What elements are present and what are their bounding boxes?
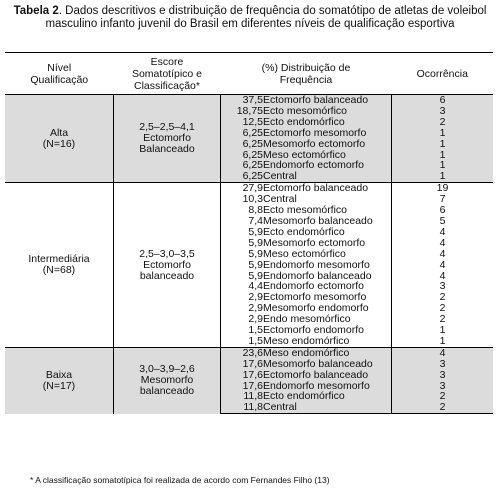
percent-cell: 5,9 xyxy=(248,269,263,282)
caption-text: . Dados descritivos e distribuição de frequência do somatótipo de atletas de voleibol masculino infanto juvenil do Brasil em diferentes níveis de qualificação esportiva xyxy=(45,5,487,30)
distribution-cell: Mesomorfo ectomorfo xyxy=(263,139,392,150)
somatotype-table xyxy=(5,52,493,414)
occurrence-cell: 3 xyxy=(439,280,446,293)
percent-cell: 11,8 xyxy=(221,391,264,402)
distribution-cell: Meso ectomórfico xyxy=(263,249,392,260)
table-label: Tabela 2 xyxy=(13,5,59,17)
distribution-cell: Endomorfo balanceado xyxy=(263,271,392,282)
occurrence-cell: 1 xyxy=(392,139,494,150)
group-baixa xyxy=(5,347,493,413)
occurrence-cell: 2 xyxy=(439,313,446,326)
distribution-cell: Central xyxy=(263,194,392,205)
occurrence-cell: 1 xyxy=(439,324,446,337)
distribution-cell: Meso endomórfico xyxy=(263,347,392,358)
percent-cell: 6,25 xyxy=(221,128,264,139)
distribution-cell: Mesomorfo ectomorfo xyxy=(263,238,392,249)
distribution-cell: Ectomorfo balanceado xyxy=(263,183,392,194)
distribution-cell: Mesomorfo balanceado xyxy=(263,216,392,227)
distribution-cell: Endo mesomórfico xyxy=(263,314,392,325)
percent-cell: 6,25 xyxy=(221,150,264,161)
distribution-cell: Endomorfo mesomorfo xyxy=(263,260,392,271)
percent-cell: 17,6 xyxy=(221,359,264,370)
distribution-cell: Central xyxy=(263,171,392,182)
percent-cell: 5,9 xyxy=(248,225,263,238)
level-cell: Alta (N=16) xyxy=(5,95,114,183)
occurrence-cell: 3 xyxy=(392,359,494,370)
percent-cell: 6,25 xyxy=(221,160,264,171)
occurrence-cell: 2 xyxy=(392,391,494,402)
header-row xyxy=(5,53,493,95)
occurrence-cell: 4 xyxy=(439,269,446,282)
distribution-cell: Ecto mesomórfico xyxy=(263,205,392,216)
occurrence-cell: 4 xyxy=(392,347,494,358)
distribution-cell: Ectomorfo balanceado xyxy=(263,95,392,106)
occurrence-cell: 3 xyxy=(392,381,494,392)
distribution-cell: Mesomorfo endomorfo xyxy=(263,303,392,314)
occurrence-cell: 4 xyxy=(439,225,446,238)
level-cell: Baixa (N=17) xyxy=(5,347,114,413)
percent-cell: 2,9 xyxy=(248,302,263,315)
header-distribuicao: (%) Distribuição de Frequência xyxy=(221,53,392,95)
level-cell: Intermediária (N=68) xyxy=(5,183,114,348)
header-escore: Escore Somatotípico e Classificação* xyxy=(114,53,221,95)
score-cell: 2,5–3,0–3,5 Ectomorfo balanceado xyxy=(114,183,221,348)
occurrence-cell: 2 xyxy=(392,117,494,128)
percent-cell: 23,6 xyxy=(221,347,264,358)
occurrence-cell: 5 xyxy=(439,214,446,227)
header-nivel: Nível Qualificação xyxy=(5,53,114,95)
group-intermediaria xyxy=(5,183,493,348)
occurrence-cell: 2 xyxy=(439,291,446,304)
distribution-cell: Ectomorfo mesomorfo xyxy=(263,292,392,303)
occurrence-cell: 1 xyxy=(392,128,494,139)
percent-cell: 2,9 xyxy=(248,291,263,304)
header-ocorrencia: Ocorrência xyxy=(392,53,494,95)
occurrence-cell: 4 xyxy=(439,258,446,271)
percent-cell: 6,25 xyxy=(221,139,264,150)
percent-cell: 11,8 xyxy=(221,402,264,413)
distribution-cell: Ectomorfo endomorfo xyxy=(263,325,392,336)
score-cell: 2,5–2,5–4,1 Ectomorfo Balanceado xyxy=(114,95,221,183)
occurrence-cell: 3 xyxy=(392,106,494,117)
distribution-cell: Central xyxy=(263,402,392,413)
table-caption xyxy=(4,5,496,31)
percent-cell: 17,6 xyxy=(221,370,264,381)
percent-cell: 7,4 xyxy=(248,214,263,227)
occurrence-cell: 7 xyxy=(439,193,446,206)
occurrence-cell: 4 xyxy=(439,247,446,260)
occurrence-cell: 1 xyxy=(392,160,494,171)
occurrence-cell: 3 xyxy=(392,370,494,381)
percent-cell: 37,5 xyxy=(221,95,264,106)
percent-cell: 5,9 xyxy=(248,258,263,271)
occurrence-cell: 4 xyxy=(439,236,446,249)
distribution-cell: Ecto endomórfico xyxy=(263,117,392,128)
percent-cell: 2,9 xyxy=(248,313,263,326)
occurrence-cell: 1 xyxy=(392,171,494,182)
occurrence-cell: 6 xyxy=(392,95,494,106)
percent-cell: 5,9 xyxy=(248,247,263,260)
distribution-cell: Meso ectomórfico xyxy=(263,150,392,161)
percent-cell: 18,75 xyxy=(221,106,264,117)
distribution-cell: Ectomorfo mesomorfo xyxy=(263,128,392,139)
occurrence-cell: 6 xyxy=(439,204,446,217)
distribution-cell: Endomorfo ectomorfo xyxy=(263,160,392,171)
percent-cell: 4,4 xyxy=(248,280,263,293)
occurrence-cell: 1 xyxy=(392,150,494,161)
distribution-cell: Endomorfo ectomorfo xyxy=(263,281,392,292)
percent-cell: 17,6 xyxy=(221,381,264,392)
distribution-cell: Ecto endomórfico xyxy=(263,227,392,238)
occurrence-cell: 2 xyxy=(439,302,446,315)
percent-cell: 8,8 xyxy=(248,204,263,217)
distribution-cell: Endomorfo mesomorfo xyxy=(263,381,392,392)
percent-cell: 1,5 xyxy=(248,334,263,347)
percent-cell: 12,5 xyxy=(221,117,264,128)
percent-cell: 1,5 xyxy=(248,324,263,337)
occurrence-cell: 1 xyxy=(439,334,446,347)
percent-cell: 10,3 xyxy=(242,193,263,206)
percent-cell: 6,25 xyxy=(221,171,264,182)
occurrence-cell: 19 xyxy=(392,183,494,194)
group-alta xyxy=(5,95,493,183)
percent-cell: 27,9 xyxy=(221,183,264,194)
distribution-cell: Mesomorfo balanceado xyxy=(263,359,392,370)
occurrence-cell: 2 xyxy=(392,402,494,413)
distribution-cell: Ectomorfo balanceado xyxy=(263,370,392,381)
footnote: * A classificação somatotípica foi realizada de acordo com Fernandes Filho (13) xyxy=(30,475,330,485)
percent-cell: 5,9 xyxy=(248,236,263,249)
distribution-cell: Meso endomórfico xyxy=(263,336,392,347)
distribution-cell: Ecto mesomórfico xyxy=(263,106,392,117)
distribution-cell: Ecto endomórfico xyxy=(263,391,392,402)
score-cell: 3,0–3,9–2,6 Mesomorfo balanceado xyxy=(114,347,221,413)
